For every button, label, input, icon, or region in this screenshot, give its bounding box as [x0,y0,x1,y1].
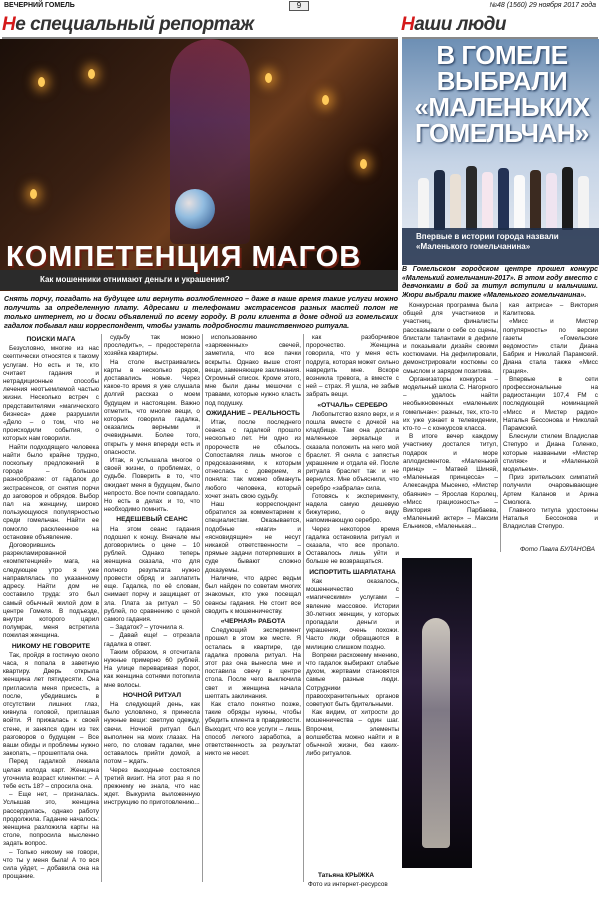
newspaper-name: ВЕЧЕРНИЙ ГОМЕЛЬ [4,2,75,9]
paragraph: Таким образом, я отсчитала нужные примерно 60 рублей. На улице переваривая порог, как женщина сотнями потопила мне волосы. [104,648,200,689]
paragraph: – Давай еще! – отрезала гадалка в ответ. [104,632,200,648]
column-divider [303,334,304,882]
paragraph: Организаторы конкурса – модельный школа С. Нагорного – удалось найти необыкновенных «маленьких гомельчан»: разных, тех, кто-то их уже узнает в телевидении, кто-то – с конкурсов класса. [403,375,498,433]
candle-icon [30,189,37,199]
article-column-2 [104,334,200,882]
paragraph: Договорившись разрекламированной «компетенцией» мага, на следующее утро я уже направлялась по указанному адресу. Найти дом не составило труда: это был самый обычный жилой дом в центре Гомеля. В подъезде, внутри которого царил полумрак, меня встретила пожилая женщина. [3,542,99,640]
subheading: НОЧНОЙ РИТУАЛ [122,691,182,699]
paragraph: Следующий эксперимент прошел в этом же месте. Я осталась в квартире, где гадалка провела ритуал. На этот раз она вынесла мне и поставила свечу в центре стола. После чего выключила свет и женщина начала шептать заклинания. [205,627,301,700]
paragraph: «Мисс и Мистер популярность» по версии газеты «Гомельские ведомости» стали Диана Бабрик и Николай Парамский. Диана стала также «Мисс грация». [503,318,598,375]
paragraph: как разборчивое пророчество. Женщина говорила, что у меня есть подруга, которая может сильно навредить мне. Вскоре возникла тревога, а вместе с ней – страх. Я ушла, не забыв забрать вещи. [306,334,399,399]
right-column-1 [403,302,498,554]
photo-credit-left: Фото из интернет-ресурсов [308,881,388,888]
article-title: КОМПЕТЕНЦИЯ МАГОВ [6,241,362,273]
stage-performer [422,618,450,848]
crystal-ball-icon [175,189,215,229]
column-divider [500,302,501,552]
paragraph: Приз зрительских симпатий получили очаровывающие Артем Каланов и Арина Смолюга. [503,474,598,506]
article-column-3 [205,334,301,882]
article-column-1 [3,334,99,882]
paragraph: На этом сеанс гадания подошел к концу. Вначале мы договорились о цене – 10 рублей. Однако теперь женщина сказала, что для полного результата нужно провести обряд и заплатить еще. Гадалка, по её словам, снимает порчу и защищает от зла. Плата за ритуал – 50 рублей, по сравнению с ценой самого гадания. [104,525,200,623]
paragraph: Итак, я услышала многое о своей жизни, о проблемах, о судьбе. Поверить в то, что ожидает меня в будущем, было непросто. Все почти совпадало. Но есть в делах и то, что необходимо помнить. [104,457,200,514]
column-divider [101,334,102,882]
section-label-right: Наши люди [401,14,506,35]
subheading: НИКОМУ НЕ ГОВОРИТЕ [11,642,91,650]
section-label-left: Не специальный репортаж [2,14,254,35]
paragraph: – Еще нет, – призналась. Услышав это, женщина рассердилась, однако работу продолжила. Гадание началось: женщина разложила карты на столе, попросила мысленно задать вопрос. [3,791,99,848]
paragraph: На столе выстраивались карты в несколько рядов, доставались новые. Через какое-то время я уже слушала долгий рассказ о моем будущем и настоящем. Важно отметить, что многие вещи, о которых говорила гадалка, оказались верными и очевидными. Более того, открыть у меня впереди есть и опасности. [104,358,200,456]
paragraph: Главного титула удостоены Наталья Бессонова и Владислав Степуро. [503,507,598,531]
stage-photo [402,558,472,868]
paragraph: Вопреки расхожему мнению, что гадалок выбирают слабые духом, жертвами становятся самые разные люди. Сотрудники правоохранительных органов советуют быть бдительными. [306,651,399,708]
article-lead: Снять порчу, погадать на будущее или вернуть возлюбленного – даже в наше время такие услуги можно получить за определенную плату. Адресами и телефонами экстрасенсов разных мастей полон не только интернет, но и доски объявлений по всему городу. В роли клиента в доме одной из гомельских гадалок побывал наш корреспондент, чтобы узнать подробности таинственного ритуала. [4,294,398,330]
issue-date: №48 (1560) 29 ноября 2017 года [489,2,596,9]
paragraph: Готовясь к эксперименту, надела самую дешевую бижутерию, о виду напоминающую серебро. [306,492,399,525]
subheading: «ЧЕРНАЯ» РАБОТА [220,617,286,625]
photo-credit-right: Фото Павла БУЛАНОВА [520,546,596,553]
subheading: НЕДЕШЕВЫЙ СЕАНС [116,516,188,524]
candle-icon [38,77,45,87]
right-article-lead: В Гомельском городском центре прошел конкурс «Маленький гомельчанин-2017». В этом году вместо с девчонками в бой за титул вступили и мальчишки. Жюри выбрали также «Маленького гомельчанина». [402,266,598,299]
paragraph: Впервые в сети профессиональные на радиостанции 107,4 FM с последующей номинацией «Мисс и Мистер радио» Наталья Бессонова и Николай Парамский. [503,375,598,433]
article-column-4 [306,334,399,864]
paragraph: Как оказалось, мошенничество с «магическими» услугами – явление массовое. Истории 30-летних женщин, у которых пропадали деньги и украшения, очень похожи. Часто люди обращаются в милицию слишком поздно. [306,577,399,651]
paragraph: На следующий день, как было условлено, я принесла нужные вещи: светлую одежду, свечи. Ночной ритуал был выполнен на моих глазах. На него, по словам гадалки, мне оставалось прийти домой, а потом – ждать. [104,700,200,766]
children-group [412,150,592,230]
paragraph: Как видим, от хитрости до мошенничества – один шаг. Впрочем, элементы волшебства можно найти и в обычной жизни, без каких-либо ритуалов. [306,709,399,758]
subheading: ИСПОРТИТЬ ШАРЛАТАНА [309,568,396,576]
candle-icon [360,159,367,169]
paragraph: Перед гадалкой лежала целая колода карт. Женщина уточнила возраст клиентки: – А тебе есть 18? – спросила она. [3,758,99,790]
paragraph: использованию «заряженных» свечей, заметила, что все пачки вскрыты. Однако выше стоят вещи, заменяющие заклинания. Огромный список. Кроме этого, мне были даны мешочки с травами, которые нужно класть под подушку. [205,334,301,407]
subheading: ОЖИДАНИЕ – РЕАЛЬНОСТЬ [205,409,300,417]
paragraph: Так, пройдя в гостиную около часа, я попала в заветную квартиру. Дверь открыла женщина лет пятидесяти. Она пригласила меня присесть, а после, убедившись в отсутствии лишних глаз, кивнула головой, приглашая войти. Я прижалась к своей стене, и занялся один из тех разговоров о будущем – Все ваши обиды и проблемы нужно закопать, – прошептала она. [3,651,99,758]
article-subtitle: Как мошенники отнимают деньги и украшения? [40,275,230,284]
paragraph: Итак, после последнего сеанса с гадалкой прошло несколько лет. Ни одно из пророчеств не сбылось. Сопоставляя лишь многое с предсказаниями, к которым отнеслась с доверием, я поняла: так можно обмануть любого человека, который хочет знать свою судьбу. [205,419,301,500]
candle-icon [88,69,95,79]
paragraph: – Только никому не говори, что ты у меня была! А то вся сила уйдет, – добавила она на прощание. [3,848,99,881]
paragraph: судьбу так можно проследить», – предостерегла хозяйка квартиры. [104,334,200,358]
subheading: «ОТЧАЛЬ» СЕРЕБРО [317,401,388,409]
photo-caption: Впервые в истории города назвали «Маленького гомельчанина» [416,232,559,251]
paragraph: Наличие, что адрес ведьм был найден по советам многих знакомых, кто уже посещал сеансы гадания. Не стоит все сводить к мошенничеству. [205,574,301,615]
paragraph: Наш корреспондент обратился за комментарием к специалистам. Оказывается, подобные «маги» и «ясновидящие» не несут никакой ответственности – прямые задачи потерпевших в суде бывают сложно доказуемы. [205,501,301,574]
paragraph: – Задаток? – уточнила я. [110,624,184,632]
paragraph: Конкурсная программа была общей для участников и участниц, финалисты рассказывали о себе со сцены, блистали талантами в дефиле и показывали дизайн своими костюмами. На дефилировали, демонстрировали костюмы со смыслом и зарядом позитива. [403,302,498,375]
paragraph: Как стало понятно позже, такие обряды нужны, чтобы убедить клиента в правдивости. Выходит, что все услуги – лишь способ легкого заработка, а ответственность за результат никто не несет. [205,700,301,758]
page-header [0,0,600,12]
paragraph: Безусловно, многие из нас скептически относятся к такому услугам. Но есть и те, кто считает гадания и нетрадиционные способы лечения неотъемлемой частью жизни. Несколько встреч с представителями «магического бизнеса» даже разрушили «Дело – о том, что не происходили события, о которых нам говорили. [3,345,99,443]
candle-icon [322,95,329,105]
paragraph: Через некоторое время гадалка остановила ритуал и сказала, что все пропало. Оставалось лишь уйти и больше не возвращаться. [306,525,399,566]
paragraph: В итоге вечер каждому участнику достался титул, подарок и море аплодисментов. «Маленький принц» – Матвей Шиняй, «Маленькая принцесса» – Александра Мысенко, «Мистер обаяние» – Ярослав Королец, «Мисс грациозность» – Виктория Парбаева, «Маленький актер» – Максим Ельников, «Маленькая... [403,433,498,531]
subheading: ПОИСКИ МАГА [26,336,76,343]
paragraph: Найти подходящего человека найти было крайне трудно, поскольку предложений в городе – большое разнообразие: от гадалок до экстрасенсов, от снятия порчи до заговоров и обрядов. Выбор пал на женщину, широко пользующуюся популярностью среди гомельчан. Найти ее помогло расклеенное на остановке объявление. [3,443,99,541]
right-article-title: В ГОМЕЛЕ ВЫБРАЛИ «МАЛЕНЬКИХ ГОМЕЛЬЧАН» [414,40,590,148]
paragraph: кая актриса» – Виктория Калиткова. [503,302,598,318]
paragraph: Блеснули стилем Владислав Степуро и Диана Голенко, которые назваными «Мистер стиляж» и «Маленькой модельем». [503,433,598,474]
column-divider [202,334,203,882]
author-signature: Татьяна КРЫЖКА [318,872,374,879]
candle-icon [265,73,272,83]
right-column-2 [503,302,598,546]
paragraph: Любопытство взяло верх, и я пошла вместе с дочкой на кладбище. Там она достала маленькое зеркальце и сказала положить на него мой браслет. Я сняла с запястья украшение и отдала ей. После ритуала браслет так и не вернулся. Мне объяснили, что серебро «забрала» сила. [306,410,399,492]
page-number: 9 [289,1,309,11]
paragraph: Через выходные состоялся третий визит. На этот раз я по прежнему не знала, что нас ждет. Выкурила выложенную инструкцию по приготовлению... [104,766,200,807]
